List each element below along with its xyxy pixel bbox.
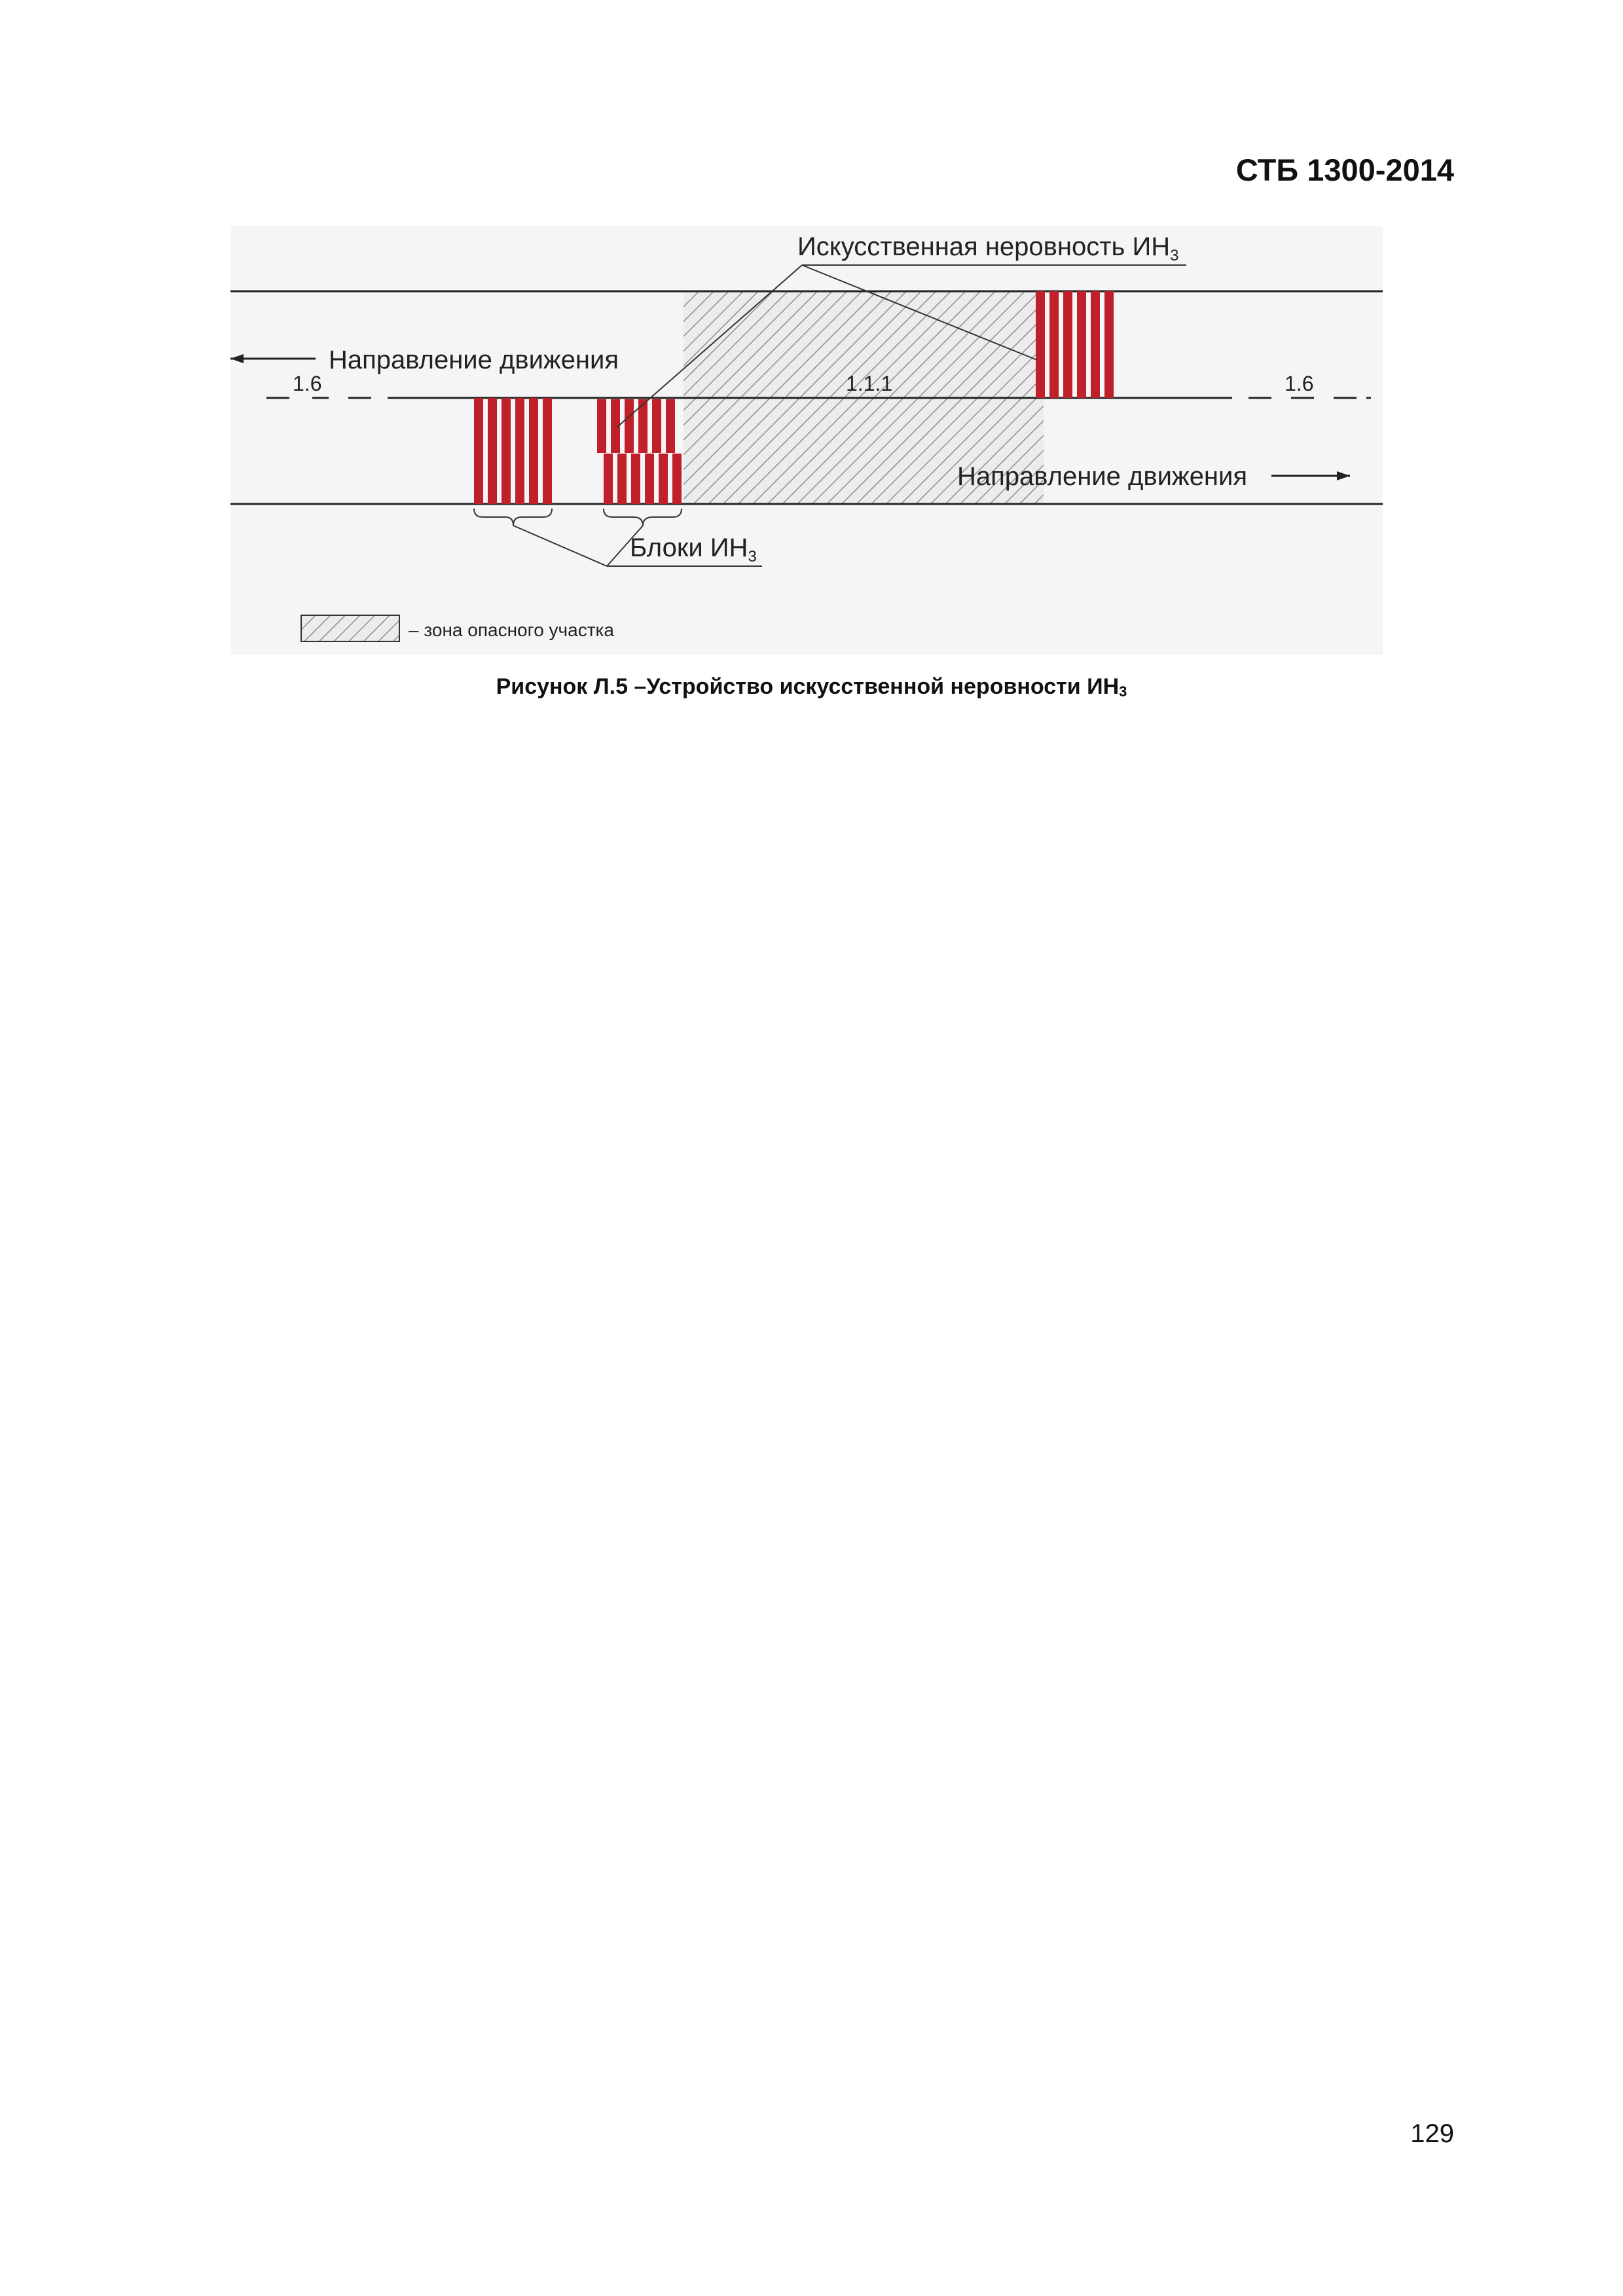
legend-text: – зона опасного участка	[409, 620, 614, 640]
label-artificial-bump: Искусственная неровность $ИН_3$	[797, 232, 1179, 264]
document-code: СТБ 1300-2014	[1235, 152, 1454, 187]
legend-hatch-swatch	[301, 615, 399, 641]
label-marking-left: 1.6	[293, 372, 322, 395]
figure-caption: Рисунок Л.5 –Устройство искусственной неровности $ИН_3$	[496, 674, 1127, 700]
figure-road-diagram	[230, 226, 1383, 655]
label-marking-center: 1.1.1	[846, 372, 893, 395]
label-direction-right: Направление движения	[957, 462, 1248, 491]
page-number: 129	[1410, 2119, 1454, 2148]
label-blocks: Блоки $ИН_3$	[630, 533, 757, 565]
diagram-svg	[230, 226, 1383, 655]
label-marking-right: 1.6	[1285, 372, 1314, 395]
label-direction-left: Направление движения	[329, 346, 619, 374]
